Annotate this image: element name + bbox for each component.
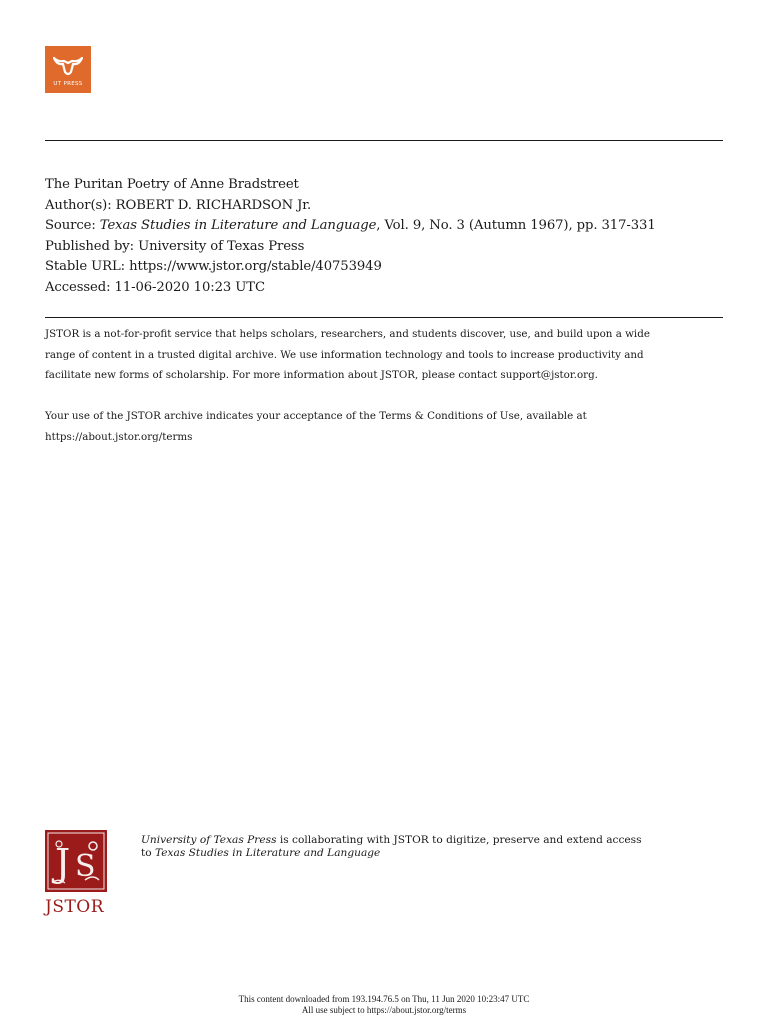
article-title: The Puritan Poetry of Anne Bradstreet xyxy=(45,177,299,192)
article-accessed xyxy=(45,278,735,299)
notice-line: facilitate new forms of scholarship. For more information about JSTOR, please contact support@jstor.org. xyxy=(45,369,598,381)
download-footer xyxy=(0,994,768,1016)
article-metadata xyxy=(45,175,735,298)
source-label: Source: xyxy=(45,218,100,233)
authors-label: Author(s): xyxy=(45,197,116,213)
collab-text: is collaborating with JSTOR to digitize, preserve and extend access xyxy=(276,834,642,846)
jstor-notice xyxy=(45,324,735,447)
source-journal: Texas Studies in Literature and Language xyxy=(99,218,377,233)
article-authors xyxy=(45,196,735,217)
article-publisher xyxy=(45,237,735,258)
footer-terms-line: All use subject to https://about.jstor.org/terms xyxy=(301,1005,467,1015)
ut-press-logo xyxy=(45,46,91,93)
top-divider xyxy=(45,140,723,141)
section-divider xyxy=(45,317,723,318)
accessed-label: Accessed: xyxy=(45,279,115,295)
authors-value: ROBERT D. RICHARDSON Jr. xyxy=(115,197,312,213)
svg-text:J: J xyxy=(55,841,71,885)
collaboration-statement xyxy=(141,834,741,860)
jstor-logo xyxy=(45,830,107,917)
collab-publisher: University of Texas Press xyxy=(141,834,277,846)
terms-link[interactable]: https://about.jstor.org/terms xyxy=(45,430,193,443)
collab-to: to xyxy=(141,847,156,859)
notice-line: JSTOR is a not-for-profit service that helps scholars, researchers, and students discover, use, and build upon a wide xyxy=(45,328,650,340)
article-stable-url xyxy=(45,257,735,278)
accessed-value: 11-06-2020 10:23 UTC xyxy=(114,279,265,295)
longhorn-icon xyxy=(53,54,83,78)
collab-journal: Texas Studies in Literature and Language xyxy=(155,847,381,859)
jstor-emblem-icon xyxy=(45,830,107,892)
svg-text:S: S xyxy=(75,849,96,884)
jstor-wordmark: JSTOR xyxy=(45,897,105,917)
notice-line: range of content in a trusted digital archive. We use information technology and tools to increase productivity and xyxy=(45,348,644,361)
footer-download-line: This content downloaded from 193.194.76.5 on Thu, 11 Jun 2020 10:23:47 UTC xyxy=(238,994,530,1004)
stable-url-link[interactable]: https://www.jstor.org/stable/40753949 xyxy=(129,259,382,274)
stable-url-label: Stable URL: xyxy=(45,259,130,274)
terms-line: Your use of the JSTOR archive indicates your acceptance of the Terms & Conditions of Use, available at xyxy=(45,410,587,422)
ut-press-label: UT PRESS xyxy=(53,81,83,87)
article-source xyxy=(45,216,735,237)
source-details: , Vol. 9, No. 3 (Autumn 1967), pp. 317-331 xyxy=(376,218,656,233)
publisher-value: University of Texas Press xyxy=(138,238,305,254)
publisher-label: Published by: xyxy=(45,238,139,254)
